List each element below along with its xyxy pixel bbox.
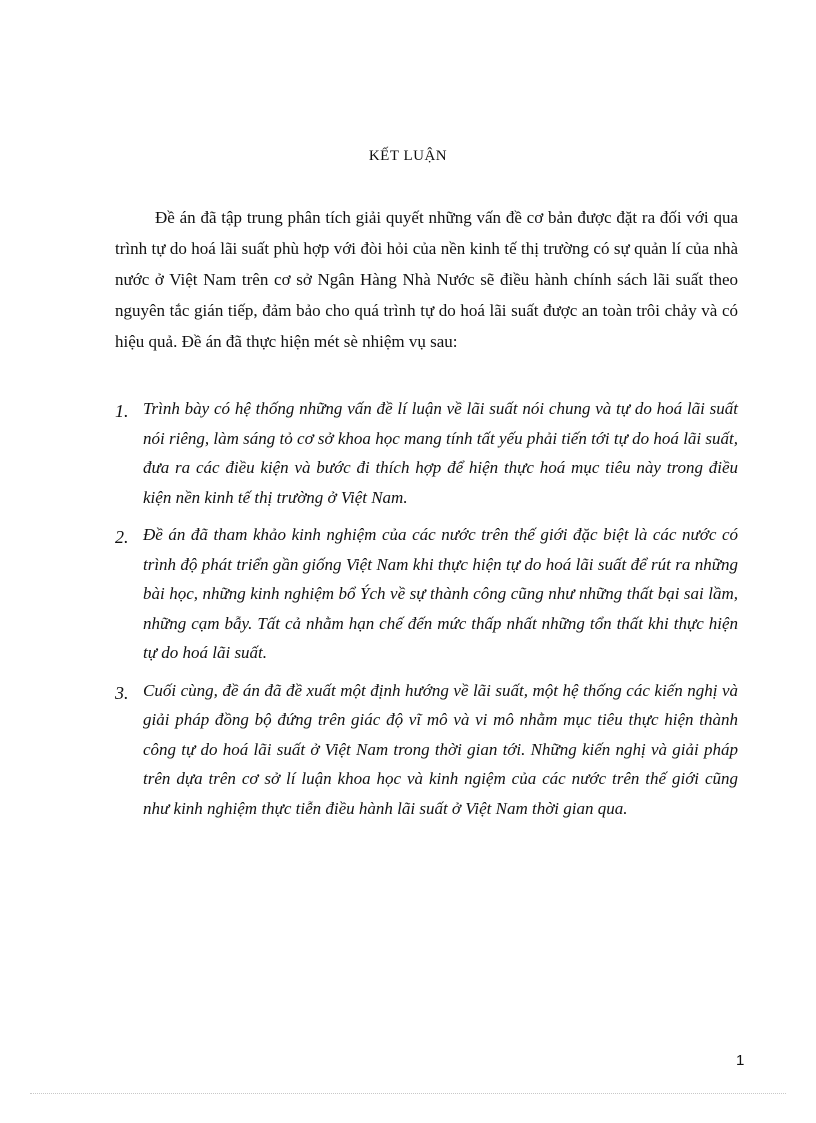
list-item-number: 3. bbox=[115, 682, 129, 703]
page-number: 1 bbox=[736, 1052, 745, 1069]
intro-paragraph: Đề án đã tập trung phân tích giải quyết những vấn đề cơ bản được đặt ra đối với qua trình tự do hoá lãi suất phù hợp với đòi hỏi của nền kinh tế thị trường có sự quản lí của nhà nước ở Việt Nam trên cơ sở Ngân Hàng Nhà Nước sẽ điều hành chính sách lãi suất theo nguyên tắc gián tiếp, đảm bảo cho quá trình tự do hoá lãi suất được an toàn trôi chảy và có hiệu quả. Đề án đã thực hiện mét sè nhiệm vụ sau: bbox=[115, 208, 738, 351]
footer-divider bbox=[30, 1093, 786, 1094]
list-item-number: 2. bbox=[115, 527, 129, 547]
list-item-text: Cuối cùng, đề án đã đề xuất một định hướng về lãi suất, một hệ thống các kiến nghị và giải pháp đồng bộ đứng trên giác độ vĩ mô và vi mô nhằm mục tiêu thực hiện thành công tự do hoá lãi suất ở Việt Nam trong thời gian tới. Những kiến nghị và giải pháp trên dựa trên cơ sở lí luận khoa học và kinh ngiệm của các nước trên thế giới cũng như kinh nghiệm thực tiễn điều hành lãi suất ở Việt Nam thời gian qua. bbox=[143, 680, 738, 818]
list-item-number: 1. bbox=[115, 401, 129, 421]
list-item bbox=[115, 676, 738, 824]
list-item bbox=[115, 394, 738, 512]
list-item bbox=[115, 520, 738, 668]
task-list bbox=[115, 394, 738, 831]
list-item-text: Đề án đã tham khảo kinh nghiệm của các nước trên thế giới đặc biệt là các nước có trình độ phát triển gần giống Việt Nam khi thực hiện tự do hoá lãi suất để rút ra những bài học, những kinh nghiệm bổ Ých về sự thành công cũng như những thất bại sai lầm, những cạm bẫy. Tất cả nhằm hạn chế đến mức thấp nhất những tổn thất khi thực hiện tự do hoá lãi suất. bbox=[143, 525, 738, 662]
page-title: KẾT LUẬN bbox=[368, 148, 448, 164]
list-item-text: Trình bày có hệ thống những vấn đề lí luận về lãi suất nói chung và tự do hoá lãi suất nói riêng, làm sáng tỏ cơ sở khoa học mang tính tất yếu phải tiến tới tự do hoá lãi suất, đưa ra các điều kiện và bước đi thích hợp để hiện thực hoá mục tiêu này trong điều kiện nền kinh tế thị trường ở Việt Nam. bbox=[143, 399, 738, 507]
